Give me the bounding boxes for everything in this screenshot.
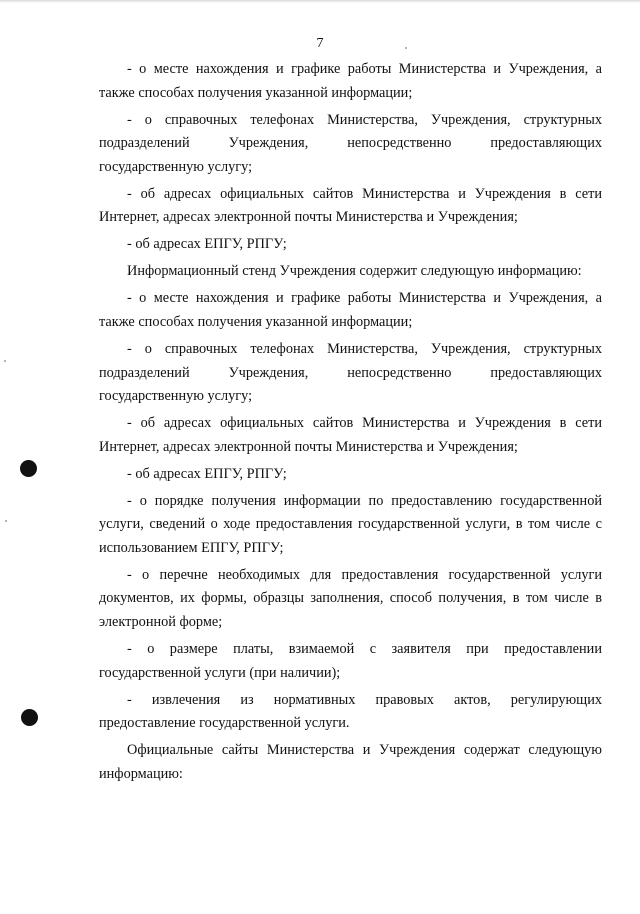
paragraph: - об адресах официальных сайтов Министерства и Учреждения в сети Интернет, адресах электронной почты Министерства и Учреждения;: [99, 185, 602, 226]
paragraph: Информационный стенд Учреждения содержит следующую информацию:: [127, 263, 582, 280]
paragraph: - о месте нахождения и графике работы Министерства и Учреждения, а также способах получения указанной информации;: [99, 290, 602, 330]
paragraph: - о месте нахождения и графике работы Министерства и Учреждения, а также способах получения указанной информации;: [99, 61, 602, 101]
paragraph: - о порядке получения информации по предоставлению государственной услуги, сведений о ходе предоставления государственной услуги, в том числе с использованием ЕПГУ, РПГУ;: [99, 492, 602, 556]
paragraph: - извлечения из нормативных правовых актов, регулирующих предоставление государственной услуги.: [99, 691, 602, 732]
punch-hole-icon: [20, 460, 37, 477]
paragraph: Официальные сайты Министерства и Учреждения содержат следующую информацию:: [99, 742, 602, 782]
scan-speck: [5, 520, 7, 522]
paragraph: - о перечне необходимых для предоставления государственной услуги документов, их формы, образцы заполнения, способ получения, в том числе в электронной форме;: [99, 566, 602, 630]
paragraph: - об адресах ЕПГУ, РПГУ;: [127, 236, 287, 253]
paragraph: - о справочных телефонах Министерства, Учреждения, структурных подразделений Учреждения, непосредственно предоставляющих государственную услугу;: [99, 341, 602, 405]
paragraph: - о размере платы, взимаемой с заявителя при предоставлении государственной услуги (при наличии);: [99, 641, 602, 681]
document-body: [99, 58, 602, 790]
scan-speck: [4, 360, 6, 362]
punch-hole-icon: [21, 709, 38, 726]
paragraph: - об адресах ЕПГУ, РПГУ;: [127, 465, 287, 482]
paragraph: - о справочных телефонах Министерства, Учреждения, структурных подразделений Учреждения, непосредственно предоставляющих государственную услугу;: [99, 111, 602, 175]
paragraph: - об адресах официальных сайтов Министерства и Учреждения в сети Интернет, адресах электронной почты Министерства и Учреждения;: [99, 415, 602, 455]
scan-speck: [405, 47, 407, 49]
scan-edge: [0, 0, 640, 3]
page-number: 7: [316, 36, 324, 51]
